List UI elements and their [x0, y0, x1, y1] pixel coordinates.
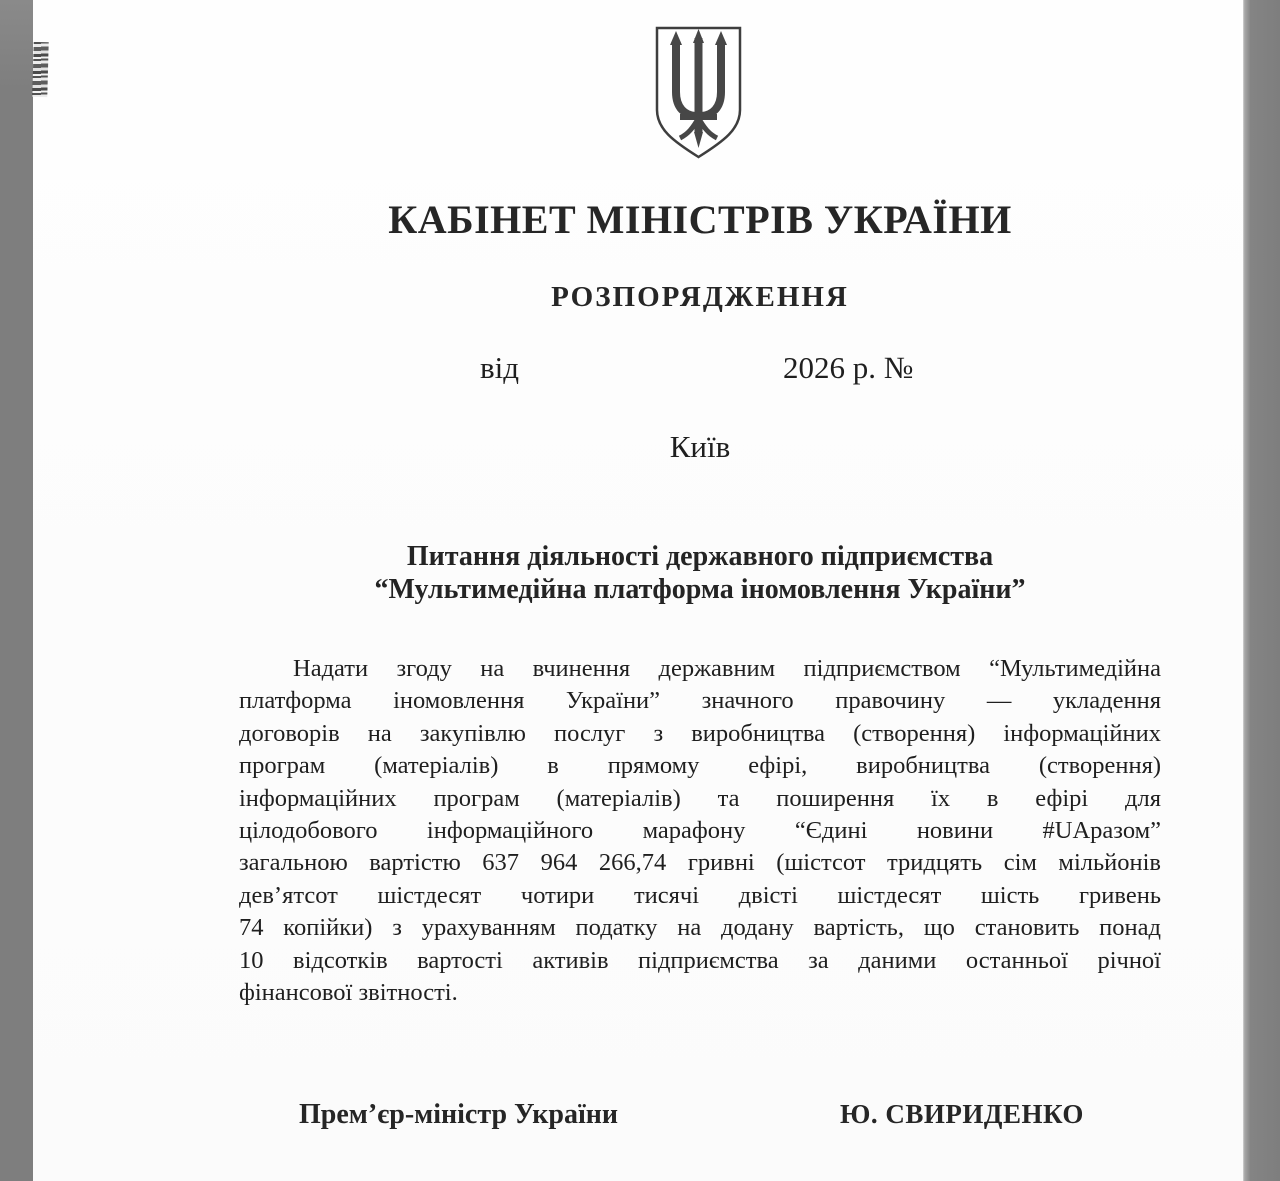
body-line: цілодобового інформаційного марафону “Єдині новини #UAразом” — [239, 816, 1161, 844]
body-line: 74 копійки) з урахуванням податку на додану вартість, що становить понад — [239, 914, 1161, 942]
body-line: дев’ятсот шістдесят чотири тисячі двісті шістдесят шість гривень — [239, 881, 1161, 909]
document-title-line2: “Мультимедійна платформа іномовлення України” — [374, 574, 1026, 605]
body-paragraph — [239, 653, 1161, 1009]
body-line: загальною вартістю 637 964 266,74 гривні (шістсот тридцять сім мільйонів — [239, 849, 1161, 877]
signer-position: Прем’єр-міністр України — [299, 1099, 619, 1130]
document-title — [239, 540, 1161, 606]
signature-block — [239, 1099, 1161, 1133]
scan-background-left — [0, 0, 33, 1181]
date-year-number: 2026 р. № — [783, 350, 914, 385]
body-line: платформа іномовлення України” значного правочину — укладення — [239, 687, 1161, 715]
signer-name: Ю. СВИРИДЕНКО — [840, 1099, 1084, 1129]
document-title-line1: Питання діяльності державного підприємства — [406, 541, 994, 572]
scan-barcode-artifact-icon — [32, 42, 48, 97]
date-from-label: від — [480, 350, 520, 385]
city-label: Київ — [669, 429, 731, 464]
document-type-heading: РОЗПОРЯДЖЕННЯ — [551, 281, 849, 313]
date-line — [239, 350, 1161, 386]
document-paper — [33, 0, 1243, 1181]
body-line: інформаційних програм (матеріалів) та поширення їх в ефірі для — [239, 784, 1161, 812]
scan-background-right — [1243, 0, 1280, 1181]
body-line: фінансової звітності. — [239, 978, 458, 1006]
body-line: договорів на закупівлю послуг з виробництва (створення) інформаційних — [239, 719, 1161, 747]
document-content — [239, 0, 1161, 1181]
body-line: 10 відсотків вартості активів підприємства за даними останньої річної — [239, 946, 1161, 974]
body-line: Надати згоду на вчинення державним підприємством “Мультимедійна — [293, 655, 1161, 682]
org-name-heading: КАБІНЕТ МІНІСТРІВ УКРАЇНИ — [388, 197, 1012, 242]
body-line: програм (матеріалів) в прямому ефірі, виробництва (створення) — [239, 752, 1161, 780]
